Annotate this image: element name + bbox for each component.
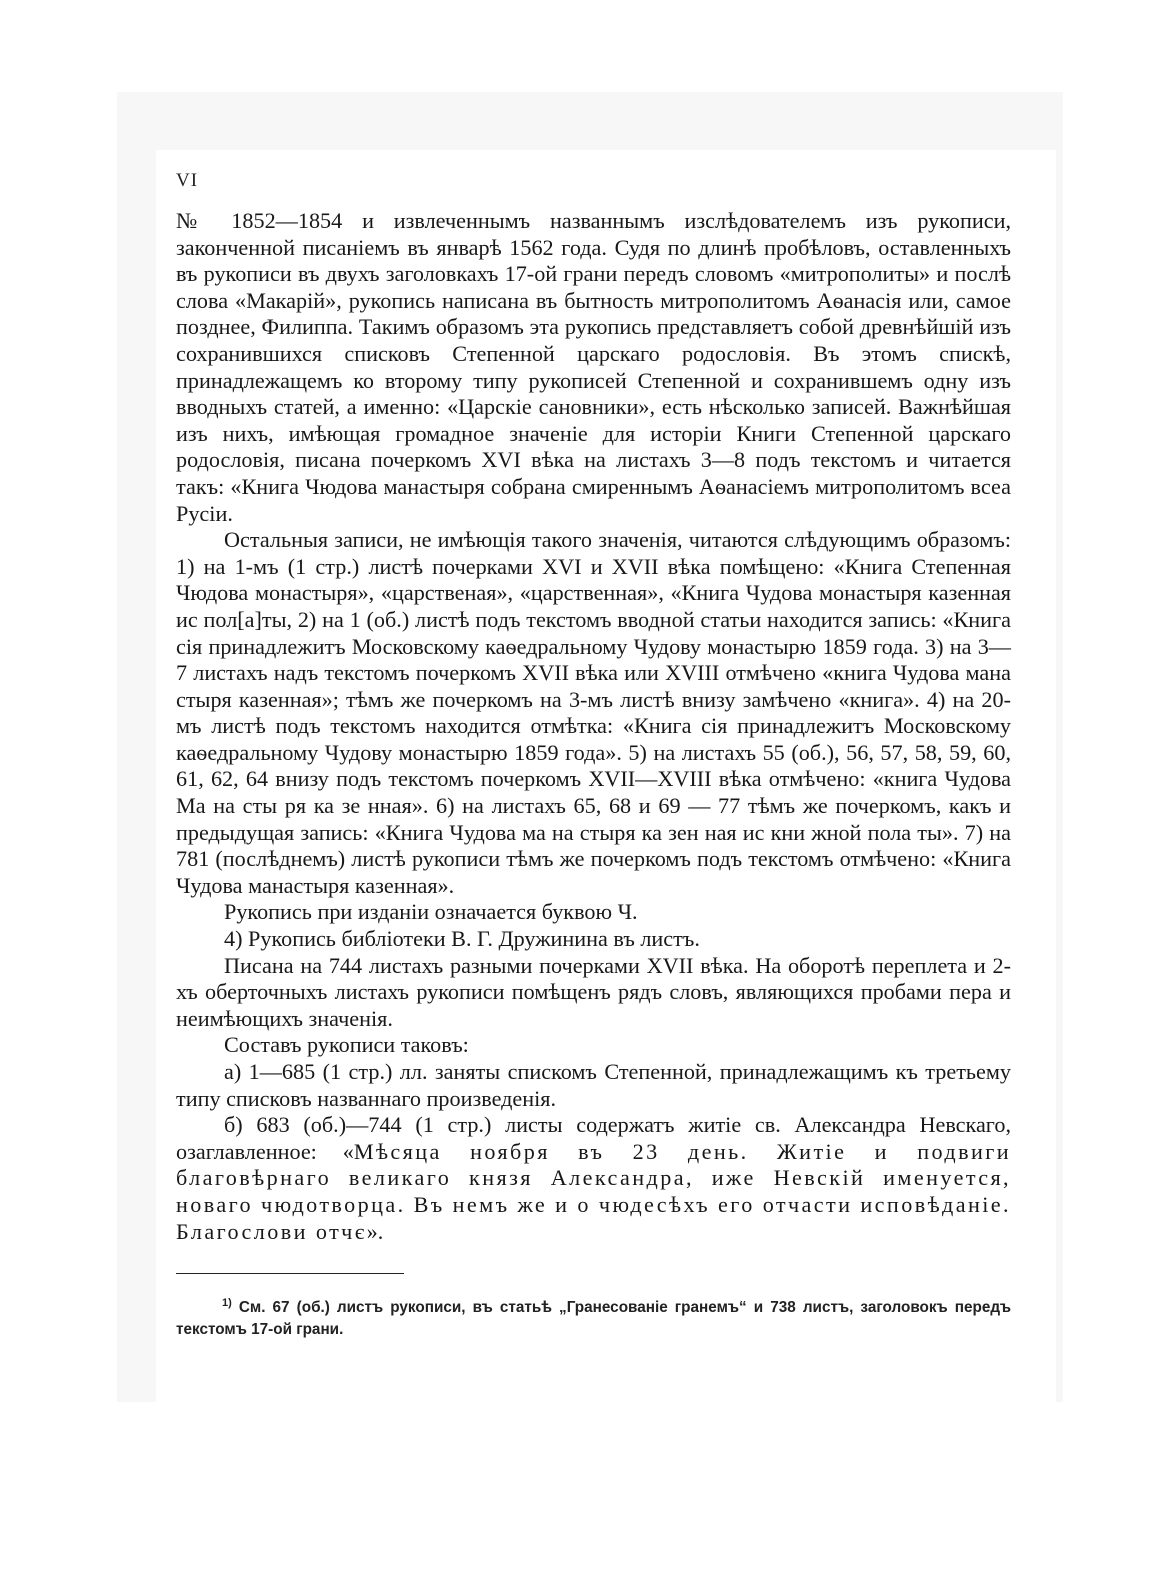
paragraph-7: а) 1—685 (1 стр.) лл. заняты спискомъ Степенной, принадлежащимъ къ третьему типу списковъ названнаго произведенія.: [176, 1059, 1011, 1111]
footnote-text: См. 67 (об.) листъ рукописи, въ статьѣ „Гранесованіе гранемъ“ и 738 листъ, заголовокъ передъ текстомъ 17-ой грани.: [176, 1299, 1011, 1339]
quote-close: ».: [366, 1218, 384, 1244]
paragraph-2: Остальныя записи, не имѣющія такого значенія, читаются слѣдующимъ образомъ: 1) на 1-мъ (1 стр.) листѣ почерками XVI и XVII вѣка помѣщено: «Книга Степенная Чюдова монастыря», «царственая», «царственная», «Книга Чудова монастыря казенная ис пол[а]ты, 2) на 1 (об.) листѣ подъ текстомъ вводной статьи находится запись: «Книга сія принадлежитъ Московскому каѳедральному Чудову монастырю 1859 года. 3) на 3—7 листахъ надъ текстомъ почеркомъ XVII вѣка или XVIII отмѣчено «книга Чудова мана стыря казенная»; тѣмъ же почеркомъ на 3-мъ листѣ внизу замѣчено «книга». 4) на 20-мъ листѣ подъ текстомъ находится отмѣтка: «Книга сія принадлежитъ Московскому каѳедральному Чудову монастырю 1859 года». 5) на листахъ 55 (об.), 56, 57, 58, 59, 60, 61, 62, 64 внизу подъ текстомъ почеркомъ XVII—XVIII вѣка отмѣчено: «книга Чудова Ма на сты ря ка зе нная». 6) на листахъ 65, 68 и 69 — 77 тѣмъ же почеркомъ, какъ и предыдущая запись: «Книга Чудова ма на стыря ка зен ная ис кни жной пола ты». 7) на 781 (послѣднемъ) листѣ рукописи тѣмъ же почеркомъ подъ текстомъ отмѣчено: «Книга Чудова манастыря казенная».: [176, 527, 1011, 898]
page-number: VI: [176, 170, 199, 191]
paragraph-8: [176, 1112, 1011, 1245]
paragraph-5: Писана на 744 листахъ разными почерками XVII вѣка. На оборотѣ переплета и 2-хъ оберточныхъ листахъ рукописи помѣщенъ рядъ словъ, являющихся пробами пера и неимѣющихъ значенія.: [176, 952, 1011, 1031]
footnote-marker: 1): [222, 1297, 232, 1309]
quoted-title: Мѣсяца ноября въ 23 день. Житіе и подвиги благовѣрнаго великаго князя Александра, иже Невскій именуется, новаго чюдотворца. Въ немъ же и о чюдесѣхъ его отчасти исповѣданіе. Благослови отчє: [176, 1138, 1011, 1244]
paragraph-8-lead: б) 683 (об.)—744 (1 стр.) листы содержатъ житіе св. Александра Невскаго, озаглавленное: «: [176, 1112, 1011, 1164]
paragraph-6: Составъ рукописи таковъ:: [224, 1032, 469, 1058]
paragraph-1: № 1852—1854 и извлеченнымъ названнымъ изслѣдователемъ изъ рукописи, законченной писаніемъ въ январѣ 1562 года. Судя по длинѣ пробѣловъ, оставленныхъ въ рукописи въ двухъ заголовкахъ 17-ой грани передъ словомъ «митрополиты» и послѣ слова «Макарій», рукопись написана въ бытность митрополитомъ Аѳанасія или, самое позднее, Филиппа. Такимъ образомъ эта рукопись представляетъ собой древнѣйшій изъ сохранившихся списковъ Степенной царскаго родословія. Въ этомъ спискѣ, принадлежащемъ ко второму типу рукописей Степенной и сохранившемъ одну изъ вводныхъ статей, а именно: «Царскіе сановники», есть нѣсколько записей. Важнѣйшая изъ нихъ, имѣющая громадное значеніе для исторіи Книги Степенной царскаго родословія, писана почеркомъ XVI вѣка на листахъ 3—8 подъ текстомъ и читается такъ: «Книга Чюдова манастыря собрана смиреннымъ Аѳанасіемъ митрополитомъ всеа Русіи.: [176, 208, 1011, 526]
footnote: [176, 1292, 1011, 1341]
paragraph-4: 4) Рукопись библіотеки В. Г. Дружинина въ листъ.: [224, 926, 700, 952]
main-text: [176, 208, 1011, 1245]
paragraph-3: Рукопись при изданіи означается буквою Ч.: [224, 899, 638, 925]
footnote-divider: [176, 1273, 404, 1274]
